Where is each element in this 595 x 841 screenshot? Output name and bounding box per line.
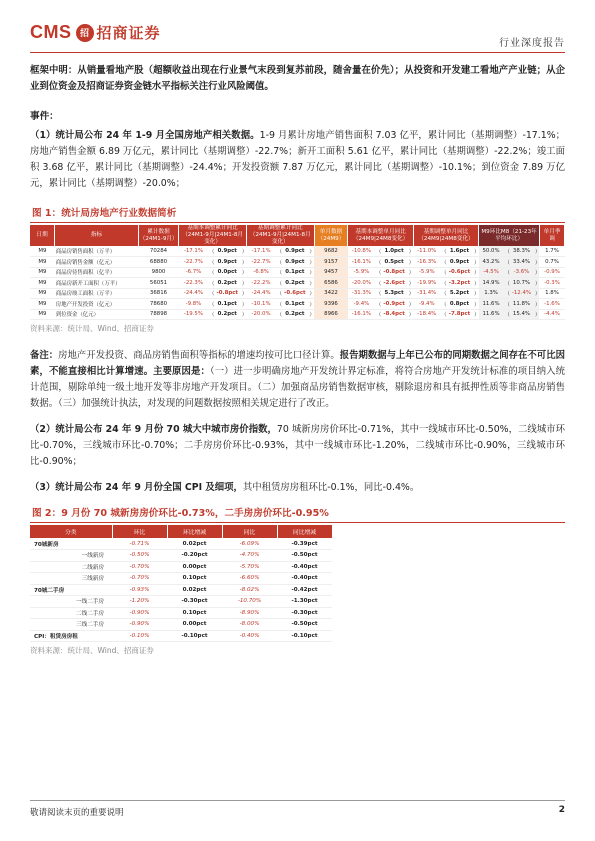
figure-1-row <box>30 267 565 278</box>
figure-1-cell: （ <box>503 246 509 257</box>
figure-1-cell: M9 <box>30 309 55 320</box>
figure-2-cell-hb: -0.90% <box>112 619 167 631</box>
figure-1-cell: -0.8pct <box>214 288 241 299</box>
page-number: 2 <box>558 805 565 815</box>
figure-1-cell: 0.2pct <box>214 309 241 320</box>
figure-1-cell: （ <box>208 267 214 278</box>
figure-1-cell: 11.8% <box>509 299 534 310</box>
figure-2-cell-tb: -8.02% <box>222 584 277 596</box>
figure-1-cell: -19.9% <box>413 278 440 289</box>
figure-2-cell-name: 一线新房 <box>30 550 112 562</box>
figure-2-cell-hbd: 0.00pct <box>167 619 222 631</box>
figure-1-cell: （ <box>503 267 509 278</box>
figure-1-cell: -3.6% <box>509 267 534 278</box>
figure-2-cell-tbd: -0.50pct <box>277 619 332 631</box>
figure-1-cell: ） <box>408 246 414 257</box>
figure-1-cell: 1.7% <box>539 246 564 257</box>
figure-1-cell: ） <box>308 288 314 299</box>
figure-2-cell-hbd: 0.10pct <box>167 607 222 619</box>
figure-1-cell: 9800 <box>138 267 179 278</box>
figure-1-cell: 8966 <box>314 309 348 320</box>
figure-1-cell: -19.5% <box>179 309 208 320</box>
figure-1-table <box>30 225 565 320</box>
col-hb: 环比 <box>112 525 167 538</box>
note-body-1: 房地产开发投资、商品房销售面积等指标的增速均按可比口径计算。 <box>58 350 340 361</box>
figure-1-row <box>30 288 565 299</box>
figure-1-row <box>30 278 565 289</box>
figure-1-cell: -7.8pct <box>446 309 473 320</box>
figure-2-row <box>30 573 332 585</box>
figure-1-cell: -4.5% <box>479 267 504 278</box>
note-bold-1: 报告期数据与上年已公布的同期数据之间存在不可比因素，不能直接相比计算增速。 <box>30 350 565 377</box>
figure-1-cell: （ <box>503 257 509 268</box>
event-3-body: 其中租赁房房租环比-0.1%，同比-0.4%。 <box>242 482 420 493</box>
figure-1-cell: -17.1% <box>179 246 208 257</box>
figure-1-cell: 9157 <box>314 257 348 268</box>
figure-1-cell: 6586 <box>314 278 348 289</box>
figure-2-cell-hb: -0.71% <box>112 538 167 550</box>
figure-1-cell: 9396 <box>314 299 348 310</box>
figure-1-cell: 43.2% <box>479 257 504 268</box>
figure-1-cell: 14.9% <box>479 278 504 289</box>
figure-1-cell: -22.3% <box>179 278 208 289</box>
figure-2-cell-tb: -8.90% <box>222 607 277 619</box>
event-3-lead: （3）统计局公布 24 年 9 月份全国 CPI 及细项， <box>30 482 243 493</box>
figure-1-cell: -0.6pct <box>281 288 308 299</box>
figure-1-cell: -6.7% <box>179 267 208 278</box>
figure-1-cell: 1.6pct <box>446 246 473 257</box>
figure-1-cell: 0.2pct <box>281 278 308 289</box>
figure-1-cell: 3422 <box>314 288 348 299</box>
figure-1-cell: （ <box>276 267 282 278</box>
figure-1-cell: -1.6% <box>539 299 564 310</box>
figure-2-cell-hb: -0.90% <box>112 607 167 619</box>
figure-1-cell: -16.1% <box>348 257 375 268</box>
figure-2-cell-hbd: 0.02pct <box>167 584 222 596</box>
page-header <box>0 0 595 56</box>
figure-1-title: 图 1：统计局房地产行业数据简析 <box>32 208 177 219</box>
figure-1-cell: 0.8pct <box>446 299 473 310</box>
figure-1-cell: （ <box>375 246 381 257</box>
figure-2-cell-name: 三线新房 <box>30 573 112 585</box>
figure-1-cell: -2.6pct <box>381 278 408 289</box>
figure-1-cell: 到位资金（亿元） <box>55 309 138 320</box>
figure-1-cell: -16.3% <box>413 257 440 268</box>
figure-1-cell: -10.1% <box>246 299 275 310</box>
figure-1-cell: 11.6% <box>479 309 504 320</box>
figure-1-cell: -16.1% <box>348 309 375 320</box>
col-month-yoy-raw: 基期本调整单月同比（24M9|24M8变化） <box>348 225 413 246</box>
col-tb: 同比 <box>222 525 277 538</box>
company-logo <box>30 22 161 43</box>
figure-1-cell: ） <box>241 257 247 268</box>
event-2-body: 70 城新房房价环比-0.71%，其中一线城市环比-0.50%，二线城市环比-0.70%，三线城市环比-0.70%；二手房房价环比-0.93%，其中一线城市环比-1.20%，二线城市环比-0.90%，三线城市环比-0.90%； <box>30 424 565 467</box>
figure-2-row <box>30 561 332 573</box>
logo-cn-text: 招商证券 <box>96 24 161 42</box>
figure-2-cell-tb: -5.70% <box>222 561 277 573</box>
figure-2-cell-hbd: 0.00pct <box>167 561 222 573</box>
figure-1-cell: ） <box>534 246 540 257</box>
figure-1-cell: （ <box>375 278 381 289</box>
figure-2-cell-tb: -4.70% <box>222 550 277 562</box>
figure-1-cell: -0.9% <box>539 267 564 278</box>
figure-1-cell: （ <box>208 246 214 257</box>
figure-1-cell: 78680 <box>138 299 179 310</box>
figure-1-cell: 0.2pct <box>281 309 308 320</box>
intro-paragraph: 框架中明：从销量看地产股（超额收益出现在行业景气末段到复苏前段，随舍量在价先）；从投资和开发建工看地产产业链；从企业到位资金及招商证券资金链水平指标关注行业风险阈值。 <box>30 65 565 92</box>
col-tbd: 同比增减 <box>277 525 332 538</box>
event-2-lead: （2）统计局公布 24 年 9 月份 70 城大中城市房价指数， <box>30 424 277 435</box>
footer-divider <box>30 800 565 801</box>
figure-2-cell-tbd: -0.10pct <box>277 630 332 642</box>
figure-2-cell-tbd: -1.30pct <box>277 596 332 608</box>
figure-1-cell: -22.7% <box>179 257 208 268</box>
figure-1-cell: 0.1pct <box>214 299 241 310</box>
figure-1-cell: （ <box>440 267 446 278</box>
figure-1-cell: -0.8pct <box>381 267 408 278</box>
figure-2-row <box>30 584 332 596</box>
figure-1-cell: -4.4% <box>539 309 564 320</box>
figure-2-cell-hb: -0.70% <box>112 561 167 573</box>
figure-1-cell: -5.9% <box>413 267 440 278</box>
figure-2-row <box>30 550 332 562</box>
figure-1-cell: -9.4% <box>348 299 375 310</box>
figure-1-cell: 36816 <box>138 288 179 299</box>
figure-2-row <box>30 538 332 550</box>
header-divider <box>30 52 565 53</box>
figure-1-cell: ） <box>473 309 479 320</box>
event-1-paragraph <box>30 128 565 192</box>
figure-1-cell: ） <box>241 246 247 257</box>
figure-2-title: 图 2：9 月份 70 城新房房价环比-0.73%，二手房房价环比-0.95% <box>32 508 329 519</box>
figure-1-cell: （ <box>440 257 446 268</box>
figure-1-cell: -11.0% <box>413 246 440 257</box>
figure-1-cell: 0.9pct <box>281 257 308 268</box>
figure-2-row <box>30 630 332 642</box>
figure-2-rule <box>30 522 565 523</box>
figure-2-cell-tb: -10.70% <box>222 596 277 608</box>
figure-2-row <box>30 596 332 608</box>
col-cum: 累计数据（24M1-9月） <box>138 225 179 246</box>
figure-1-cell: 0.0pct <box>214 267 241 278</box>
col-sa: 单月季调 <box>539 225 564 246</box>
figure-1-cell: （ <box>503 278 509 289</box>
figure-1-cell: ） <box>308 246 314 257</box>
figure-1-cell: ） <box>473 288 479 299</box>
figure-1-cell: ） <box>473 257 479 268</box>
figure-1-cell: （ <box>276 288 282 299</box>
figure-2-cell-hb: -0.93% <box>112 584 167 596</box>
figure-1-cell: ） <box>241 267 247 278</box>
figure-2-cell-hbd: -0.30pct <box>167 596 222 608</box>
figure-1-row <box>30 246 565 257</box>
figure-1-cell: （ <box>503 299 509 310</box>
figure-1-cell: ） <box>408 257 414 268</box>
figure-2-cell-name: 二线二手房 <box>30 607 112 619</box>
figure-1-cell: （ <box>276 278 282 289</box>
figure-1-cell: 70284 <box>138 246 179 257</box>
figure-2-cell-name: 70城新房 <box>30 538 112 550</box>
figure-2-row <box>30 619 332 631</box>
figure-2-cell-hbd: -0.20pct <box>167 550 222 562</box>
figure-1-cell: M9 <box>30 257 55 268</box>
figure-2-cell-hb: -1.20% <box>112 596 167 608</box>
figure-1-cell: ） <box>534 267 540 278</box>
figure-1-cell: 商品房竣工面积（万平） <box>55 288 138 299</box>
figure-1-cell: ） <box>534 288 540 299</box>
figure-1-cell: 11.6% <box>479 299 504 310</box>
figure-2-cell-tb: -6.60% <box>222 573 277 585</box>
figure-1-cell: -0.6pct <box>446 267 473 278</box>
figure-1-cell: （ <box>440 246 446 257</box>
figure-1-cell: （ <box>503 309 509 320</box>
figure-2-cell-hbd: 0.02pct <box>167 538 222 550</box>
figure-2-source: 资料来源：统计局、Wind、招商证券 <box>30 646 154 655</box>
col-date: 日期 <box>30 225 55 246</box>
figure-1-cell: ） <box>308 257 314 268</box>
figure-1-rule <box>30 222 565 223</box>
figure-1-cell: M9 <box>30 288 55 299</box>
figure-1-cell: ） <box>473 278 479 289</box>
event-1-lead: （1）统计局公布 24 年 1-9 月全国房地产相关数据。 <box>30 130 260 141</box>
logo-badge-icon: 招 <box>76 24 94 42</box>
figure-1-cell: （ <box>208 309 214 320</box>
footer-disclaimer: 敬请阅读末页的重要说明 <box>30 808 124 818</box>
event-1-body: 1-9 月累计房地产销售面积 7.03 亿平，累计同比（基期调整）-17.1%；房地产销售金额 6.89 万亿元，累计同比（基期调整）-22.7%；新开工面积 5.61 亿平，累计同比（基期调整）-22.2%；竣工面积 3.68 亿平，累计同比（基期调整）-24.4%；开发投资额 7.87 万亿元，累计同比（基期调整）-10.1%；到位资金 7.89 万亿元，累计同比（基期调整）-20.0%； <box>30 130 565 189</box>
figure-1-cell: 15.4% <box>509 309 534 320</box>
figure-1-row <box>30 299 565 310</box>
figure-1-cell: -9.4% <box>413 299 440 310</box>
figure-1-cell: M9 <box>30 267 55 278</box>
col-cum-yoy-adj: 基期调整累计同比（24M1-9月|24M1-8月变化） <box>246 225 314 246</box>
figure-1-cell: 0.1pct <box>281 267 308 278</box>
figure-2 <box>30 506 565 656</box>
note-bold-2: 主要原因是： <box>153 366 210 377</box>
figure-1-cell: ） <box>473 299 479 310</box>
col-month: 单月数据（24M9） <box>314 225 348 246</box>
main-content <box>30 63 565 656</box>
figure-1-cell: ） <box>308 267 314 278</box>
figure-1-cell: 商品房销售金额（亿元） <box>55 257 138 268</box>
figure-1-cell: -18.4% <box>413 309 440 320</box>
figure-1-cell: -24.4% <box>179 288 208 299</box>
col-indicator: 指标 <box>55 225 138 246</box>
figure-2-cell-tbd: -0.50pct <box>277 550 332 562</box>
figure-2-cell-hb: -0.70% <box>112 573 167 585</box>
figure-1-cell: ） <box>534 278 540 289</box>
figure-1-cell: ） <box>408 278 414 289</box>
col-hbd: 环比增减 <box>167 525 222 538</box>
figure-2-cell-name: CPI：租赁房房租 <box>30 630 112 642</box>
figure-2-cell-tbd: -0.30pct <box>277 607 332 619</box>
figure-2-header-row <box>30 525 332 538</box>
figure-1-cell: ） <box>473 267 479 278</box>
figure-1-cell: ） <box>534 299 540 310</box>
figure-2-cell-tbd: -0.42pct <box>277 584 332 596</box>
figure-1-cell: ） <box>408 267 414 278</box>
figure-1-cell: -6.8% <box>246 267 275 278</box>
figure-1-cell: （ <box>276 246 282 257</box>
figure-1-cell: ） <box>473 246 479 257</box>
figure-2-cell-name: 70城二手房 <box>30 584 112 596</box>
figure-1-cell: 0.9pct <box>281 246 308 257</box>
figure-1-cell: -5.9% <box>348 267 375 278</box>
col-month-yoy-adj: 基期调整单月同比（24M9|24M8变化） <box>413 225 478 246</box>
figure-1-cell: 1.0pct <box>381 246 408 257</box>
figure-1-cell: -31.3% <box>348 288 375 299</box>
figure-2-cell-name: 二线新房 <box>30 561 112 573</box>
figure-1-cell: -17.1% <box>246 246 275 257</box>
note-paragraph <box>30 348 565 412</box>
figure-1-cell: 0.5pct <box>381 257 408 268</box>
figure-1-cell: （ <box>375 267 381 278</box>
figure-2-cell-tbd: -0.40pct <box>277 573 332 585</box>
figure-1-cell: -22.7% <box>246 257 275 268</box>
figure-1-cell: -22.2% <box>246 278 275 289</box>
figure-1-cell: 50.0% <box>479 246 504 257</box>
figure-1-cell: 1.3% <box>479 288 504 299</box>
figure-2-cell-tb: -6.09% <box>222 538 277 550</box>
figure-1-cell: 1.8% <box>539 288 564 299</box>
figure-1-cell: （ <box>375 309 381 320</box>
figure-1 <box>30 206 565 334</box>
figure-1-cell: （ <box>503 288 509 299</box>
figure-1-cell: ） <box>241 288 247 299</box>
figure-2-cell-hbd: -0.10pct <box>167 630 222 642</box>
figure-2-cell-hb: -0.50% <box>112 550 167 562</box>
figure-1-cell: 38.3% <box>509 246 534 257</box>
figure-1-cell: 9457 <box>314 267 348 278</box>
figure-1-cell: （ <box>375 288 381 299</box>
figure-1-cell: 商品房销售面积（万平） <box>55 246 138 257</box>
figure-2-body <box>30 538 332 642</box>
col-cum-yoy-raw: 基期本调整累计同比（24M1-9月|24M1-8月变化） <box>179 225 247 246</box>
figure-1-cell: 0.9pct <box>214 246 241 257</box>
figure-1-cell: 商品房待售面积（亿平） <box>55 267 138 278</box>
figure-1-cell: 0.2pct <box>214 278 241 289</box>
figure-1-cell: 0.7% <box>539 257 564 268</box>
figure-1-cell: 9682 <box>314 246 348 257</box>
figure-1-cell: （ <box>208 299 214 310</box>
figure-1-cell: （ <box>276 309 282 320</box>
figure-1-cell: M9 <box>30 246 55 257</box>
figure-1-row <box>30 257 565 268</box>
figure-1-cell: （ <box>440 309 446 320</box>
figure-1-cell: -9.8% <box>179 299 208 310</box>
event-label: 事件： <box>30 111 59 122</box>
figure-1-cell: ） <box>408 309 414 320</box>
figure-1-cell: 5.3pct <box>381 288 408 299</box>
figure-1-cell: （ <box>276 257 282 268</box>
figure-2-cell-tb: -0.40% <box>222 630 277 642</box>
figure-2-cell-hb: -0.10% <box>112 630 167 642</box>
event-3-paragraph <box>30 480 565 496</box>
note-body-2: （一）进一步明确房地产开发统计界定标准，将符合房地产开发统计标准的项目纳入统计范围，剔除单纯一级土地开发等非房地产开发项目。（二）加强商品房销售数据审核，剔除退房和具有抵押性质等非商品房销售数据。（三）加强统计执法，对发现的问题数据按照相关规定进行了改正。 <box>30 366 565 409</box>
figure-2-cell-tbd: -0.39pct <box>277 538 332 550</box>
figure-1-cell: 68880 <box>138 257 179 268</box>
figure-1-cell: ） <box>241 278 247 289</box>
figure-1-cell: （ <box>440 278 446 289</box>
figure-1-cell: M9 <box>30 299 55 310</box>
figure-1-cell: -8.4pct <box>381 309 408 320</box>
figure-1-cell: ） <box>408 299 414 310</box>
report-type: 行业深度报告 <box>499 38 565 49</box>
figure-1-cell: -24.4% <box>246 288 275 299</box>
figure-2-cell-tb: -8.00% <box>222 619 277 631</box>
figure-1-cell: （ <box>276 299 282 310</box>
figure-1-cell: 56051 <box>138 278 179 289</box>
figure-1-cell: ） <box>408 288 414 299</box>
figure-1-cell: -12.4% <box>509 288 534 299</box>
figure-1-header-row <box>30 225 565 246</box>
figure-1-cell: ） <box>534 309 540 320</box>
figure-1-cell: 商品房新开工面积（万平） <box>55 278 138 289</box>
figure-2-cell-tbd: -0.40pct <box>277 561 332 573</box>
figure-1-row <box>30 309 565 320</box>
figure-1-cell: ） <box>241 309 247 320</box>
figure-1-cell: -0.3% <box>539 278 564 289</box>
figure-1-cell: （ <box>208 257 214 268</box>
figure-1-cell: 33.4% <box>509 257 534 268</box>
figure-1-cell: M9 <box>30 278 55 289</box>
figure-1-cell: -0.9pct <box>381 299 408 310</box>
figure-1-cell: （ <box>440 288 446 299</box>
figure-1-cell: -20.0% <box>246 309 275 320</box>
figure-1-cell: -20.0% <box>348 278 375 289</box>
figure-1-cell: 10.7% <box>509 278 534 289</box>
figure-1-cell: （ <box>440 299 446 310</box>
figure-1-cell: ） <box>534 257 540 268</box>
logo-cms-text: CMS <box>30 22 72 42</box>
note-lead: 备注： <box>30 350 59 361</box>
figure-1-cell: （ <box>208 278 214 289</box>
figure-1-cell: 0.9pct <box>446 257 473 268</box>
figure-1-source: 资料来源：统计局、Wind、招商证券 <box>30 324 154 333</box>
figure-1-cell: （ <box>375 257 381 268</box>
figure-1-cell: ） <box>308 299 314 310</box>
figure-1-cell: 0.1pct <box>281 299 308 310</box>
event-2-paragraph <box>30 422 565 470</box>
figure-1-cell: 5.2pct <box>446 288 473 299</box>
figure-1-cell: 78898 <box>138 309 179 320</box>
figure-2-table <box>30 525 333 642</box>
figure-1-cell: -10.8% <box>348 246 375 257</box>
figure-1-cell: -31.4% <box>413 288 440 299</box>
figure-1-cell: 0.9pct <box>214 257 241 268</box>
figure-1-cell: （ <box>375 299 381 310</box>
figure-2-row <box>30 607 332 619</box>
col-category: 分类 <box>30 525 112 538</box>
figure-1-cell: 房地产开发投资（亿元） <box>55 299 138 310</box>
figure-1-cell: ） <box>241 299 247 310</box>
figure-2-cell-name: 一线二手房 <box>30 596 112 608</box>
col-mom: M9环比M8（21-23年平均环比） <box>479 225 540 246</box>
figure-1-cell: ） <box>308 309 314 320</box>
figure-1-cell: （ <box>208 288 214 299</box>
figure-2-cell-hbd: 0.10pct <box>167 573 222 585</box>
figure-1-body <box>30 246 565 320</box>
figure-1-cell: ） <box>308 278 314 289</box>
figure-2-cell-name: 三线二手房 <box>30 619 112 631</box>
figure-1-cell: -3.2pct <box>446 278 473 289</box>
